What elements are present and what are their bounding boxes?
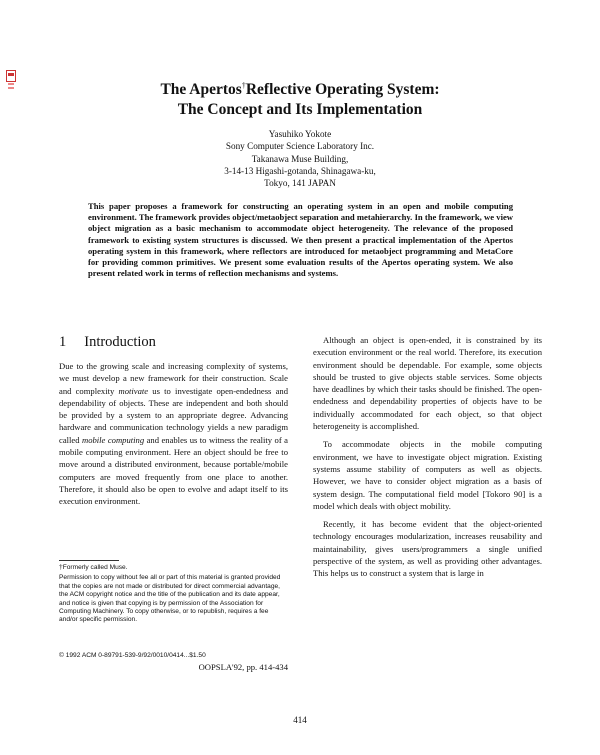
permission-notice: Permission to copy without fee all or part of this material is granted provided that the copies are not made or distributed for direct commercial advantage, the ACM copyright notice and the title of the publication and its date appear, and notice is given that copying is by permission of the Association for Computing Machinery. To copy otherwise, or to republish, requires a fee and/or specific permission. [59, 574, 281, 624]
abstract: This paper proposes a framework for constructing an operating system in an open and mobile computing environment. The framework provides object/metaobject separation and metahierarchy. In the framework, we view object migration as a basic mechanism to accommodate object heterogeneity. The relevance of the proposed framework to existing system structures is discussed. We then present a practical implementation of the Apertos operating system in this framework, where reflectors are introduced for metaobject programming and MetaCore for providing common primitives. We present some evaluation results of the Apertos operating system. We also present related work in terms of reflection mechanisms and systems. [88, 201, 513, 279]
copyright-line: © 1992 ACM 0-89791-539-9/92/0010/0414...$1.50 [59, 652, 206, 659]
intro-paragraph-4: Recently, it has become evident that the object-oriented technology encourages modularization, increases reusability and maintainability, gives users/programmers a single unified perspective of the system, as well as providing other advantages. This helps us to construct a system that is large in [313, 519, 542, 579]
intro-paragraph-1: Due to the growing scale and increasing complexity of systems, we must develop a new framework for their construction. Scale and complexity motivate us to investigate open-endedness and dependability of objects. These are independent and both should be provided by a system to an appropriate degree. Advancing hardware and communication technology yields a new paradigm called mobile computing and enables us to witness the reality of a mobile computing environment. Here an object should be free to move around a distributed environment, because portable/mobile computers are moved frequently from one place to another. Therefore, it should also be open to evolve and adapt itself to its execution environment. [59, 361, 288, 507]
left-column [59, 360, 288, 508]
section-title: Introduction [84, 334, 156, 350]
section-heading [59, 334, 156, 351]
paper-title [60, 76, 540, 120]
title-footnote-mark: † [241, 81, 246, 90]
pdf-file-icon [6, 70, 16, 92]
author-city: Tokyo, 141 JAPAN [264, 178, 336, 189]
intro-paragraph-2: Although an object is open-ended, it is constrained by its execution environment or the real world. Therefore, its execution environment should be dependable. For example, some objects should be trusted to give objects stable services. Some objects have deadlines by which their tasks should be finished. The open-endedness and dependability properties of objects have to be individually accommodated for each object, so that object heterogeneity is accomplished. [313, 335, 542, 432]
title-line1-a: The Apertos [160, 81, 242, 98]
author-street: 3-14-13 Higashi-gotanda, Shinagawa-ku, [224, 165, 376, 176]
title-line2: The Concept and Its Implementation [177, 101, 423, 118]
page-number: 414 [293, 715, 307, 725]
section-number: 1 [59, 334, 67, 350]
right-column [313, 334, 542, 586]
author-affiliation: Sony Computer Science Laboratory Inc. [225, 141, 375, 152]
author-block [150, 128, 450, 189]
venue-line: OOPSLA'92, pp. 414-434 [198, 662, 288, 672]
author-name: Yasuhiko Yokote [268, 129, 332, 139]
title-line1-b: Reflective Operating System: [245, 81, 440, 98]
footnote-block [59, 563, 288, 625]
author-building: Takanawa Muse Building, [251, 153, 349, 164]
footnote-text: Formerly called Muse. [62, 564, 128, 571]
footnote: †Formerly called Muse. [59, 562, 128, 571]
footnote-divider [59, 560, 119, 561]
intro-paragraph-3: To accommodate objects in the mobile computing environment, we have to investigate object migration. Existing systems assume stability of computers as well as objects. However, we have to consider object migration as a basis of system design. The computational field model [Tokoro 90] is a model which deals with object mobility. [313, 439, 542, 511]
